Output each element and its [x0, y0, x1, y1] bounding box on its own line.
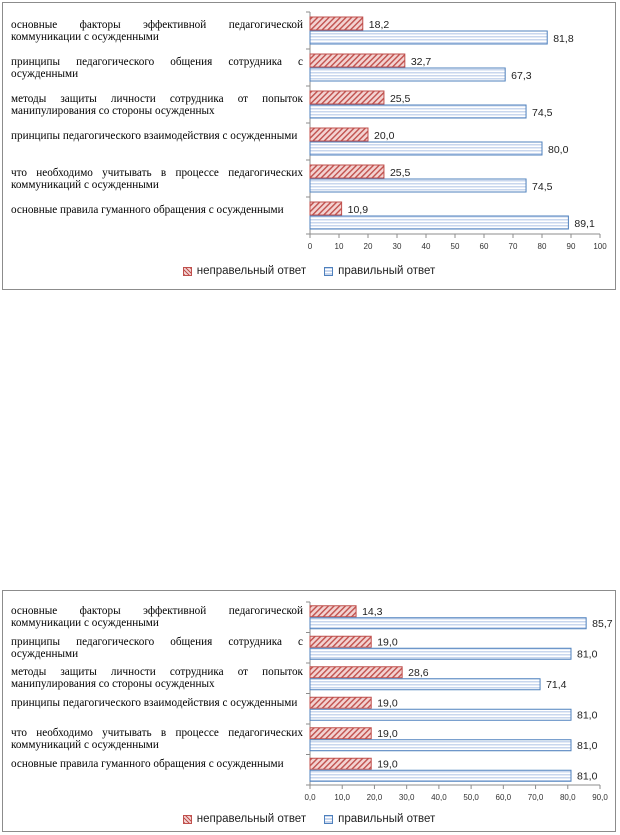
x-tick-label: 40,0 — [431, 793, 447, 802]
x-tick-label: 50,0 — [463, 793, 479, 802]
legend-item-wrong — [183, 265, 306, 277]
bar-right — [310, 105, 526, 118]
bar-wrong — [310, 758, 371, 769]
chart-1-plot — [3, 3, 617, 291]
data-label-right: 89,1 — [574, 218, 595, 230]
x-tick-label: 80 — [537, 242, 547, 251]
category-label: основные факторы эффективной педагогической коммуникации с осужденными — [11, 18, 303, 43]
bar-wrong — [310, 202, 342, 215]
bar-right — [310, 709, 571, 720]
legend-swatch-right — [324, 267, 333, 276]
x-tick-label: 10 — [334, 242, 344, 251]
x-tick-label: 60 — [479, 242, 489, 251]
bar-right — [310, 31, 547, 44]
bar-wrong — [310, 17, 363, 30]
legend-swatch-wrong — [183, 815, 192, 824]
legend-label-wrong: неправельный ответ — [196, 265, 307, 277]
x-tick-label: 20 — [363, 242, 373, 251]
bar-right — [310, 679, 540, 690]
data-label-right: 81,0 — [577, 648, 598, 661]
bar-right — [310, 740, 571, 751]
data-label-right: 80,0 — [548, 144, 569, 156]
data-label-wrong: 20,0 — [374, 130, 395, 142]
legend-swatch-right — [324, 815, 333, 824]
category-label: методы защиты личности сотрудника от попыток манипулирования со стороны осужденных — [11, 92, 303, 117]
bar-wrong — [310, 636, 371, 647]
data-label-right: 85,7 — [592, 617, 613, 630]
chart-2 — [2, 590, 616, 832]
data-label-wrong: 14,3 — [362, 605, 383, 618]
legend-label-wrong: неправельный ответ — [196, 813, 307, 825]
data-label-right: 81,0 — [577, 739, 598, 752]
x-tick-label: 10,0 — [334, 793, 351, 802]
data-label-wrong: 18,2 — [368, 19, 390, 31]
category-label: основные факторы эффективной педагогической коммуникации с осужденными — [11, 605, 303, 630]
bar-right — [310, 216, 568, 229]
x-tick-label: 70 — [508, 242, 518, 251]
x-tick-label: 80,0 — [559, 793, 576, 802]
chart-2-legend — [3, 813, 615, 825]
x-tick-label: 100 — [593, 242, 607, 251]
category-label: принципы педагогического общения сотрудника с осужденными — [11, 55, 303, 80]
bar-wrong — [310, 728, 371, 739]
category-label: что необходимо учитывать в процессе педагогических коммуникаций с осужденными — [11, 727, 303, 752]
bar-wrong — [310, 667, 402, 678]
data-label-right: 74,5 — [532, 181, 553, 193]
bar-wrong — [310, 697, 371, 708]
bar-wrong — [310, 128, 368, 141]
legend-item-right — [324, 265, 435, 277]
bar-right — [310, 179, 526, 192]
bar-right — [310, 618, 586, 629]
data-label-wrong: 19,0 — [377, 636, 398, 649]
data-label-wrong: 25,5 — [389, 167, 411, 179]
data-label-wrong: 19,0 — [377, 727, 398, 740]
x-tick-label: 90 — [566, 242, 576, 251]
data-label-wrong: 19,0 — [377, 758, 398, 771]
legend-label-right: правильный ответ — [338, 265, 436, 277]
bar-wrong — [310, 165, 384, 178]
data-label-wrong: 10,9 — [347, 204, 369, 216]
legend-label-right: правильный ответ — [338, 813, 436, 825]
legend-item-right — [324, 813, 435, 825]
category-label: принципы педагогического взаимодействия с осужденными — [11, 696, 298, 709]
legend-swatch-wrong — [183, 267, 192, 276]
category-label: принципы педагогического общения сотрудника с осужденными — [11, 635, 303, 660]
bar-right — [310, 648, 571, 659]
data-label-right: 74,5 — [532, 107, 553, 119]
category-label: основные правила гуманного обращения с осужденными — [11, 757, 284, 770]
data-label-wrong: 28,6 — [408, 666, 429, 679]
bar-right — [310, 770, 571, 781]
bar-wrong — [310, 606, 356, 617]
bar-wrong — [310, 91, 384, 104]
data-label-right: 71,4 — [546, 678, 567, 691]
category-label: основные правила гуманного обращения с осужденными — [11, 203, 284, 216]
chart-1 — [2, 2, 616, 290]
category-label: методы защиты личности сотрудника от попыток манипулирования со стороны осужденных — [11, 666, 303, 691]
x-tick-label: 70,0 — [527, 793, 544, 802]
x-tick-label: 30 — [392, 242, 402, 251]
x-tick-label: 20,0 — [366, 793, 383, 802]
data-label-wrong: 19,0 — [377, 697, 398, 710]
x-tick-label: 90,0 — [592, 793, 608, 802]
x-tick-label: 40 — [421, 242, 431, 251]
data-label-wrong: 32,7 — [410, 56, 432, 68]
x-tick-label: 50 — [450, 242, 460, 251]
bar-wrong — [310, 54, 405, 67]
category-label: принципы педагогического взаимодействия с осужденными — [11, 129, 298, 142]
x-tick-label: 60,0 — [495, 793, 512, 802]
category-label: что необходимо учитывать в процессе педагогических коммуникаций с осужденными — [11, 166, 303, 191]
bar-right — [310, 68, 505, 81]
legend-item-wrong — [183, 813, 306, 825]
data-label-right: 81,8 — [553, 33, 574, 45]
x-tick-label: 0,0 — [304, 793, 316, 802]
x-tick-label: 0 — [307, 242, 313, 251]
data-label-right: 81,0 — [577, 709, 598, 722]
x-tick-label: 30,0 — [398, 793, 415, 802]
data-label-wrong: 25,5 — [389, 93, 411, 105]
bar-right — [310, 142, 542, 155]
chart-1-legend — [3, 265, 615, 277]
data-label-right: 81,0 — [577, 770, 598, 783]
data-label-right: 67,3 — [511, 70, 532, 82]
